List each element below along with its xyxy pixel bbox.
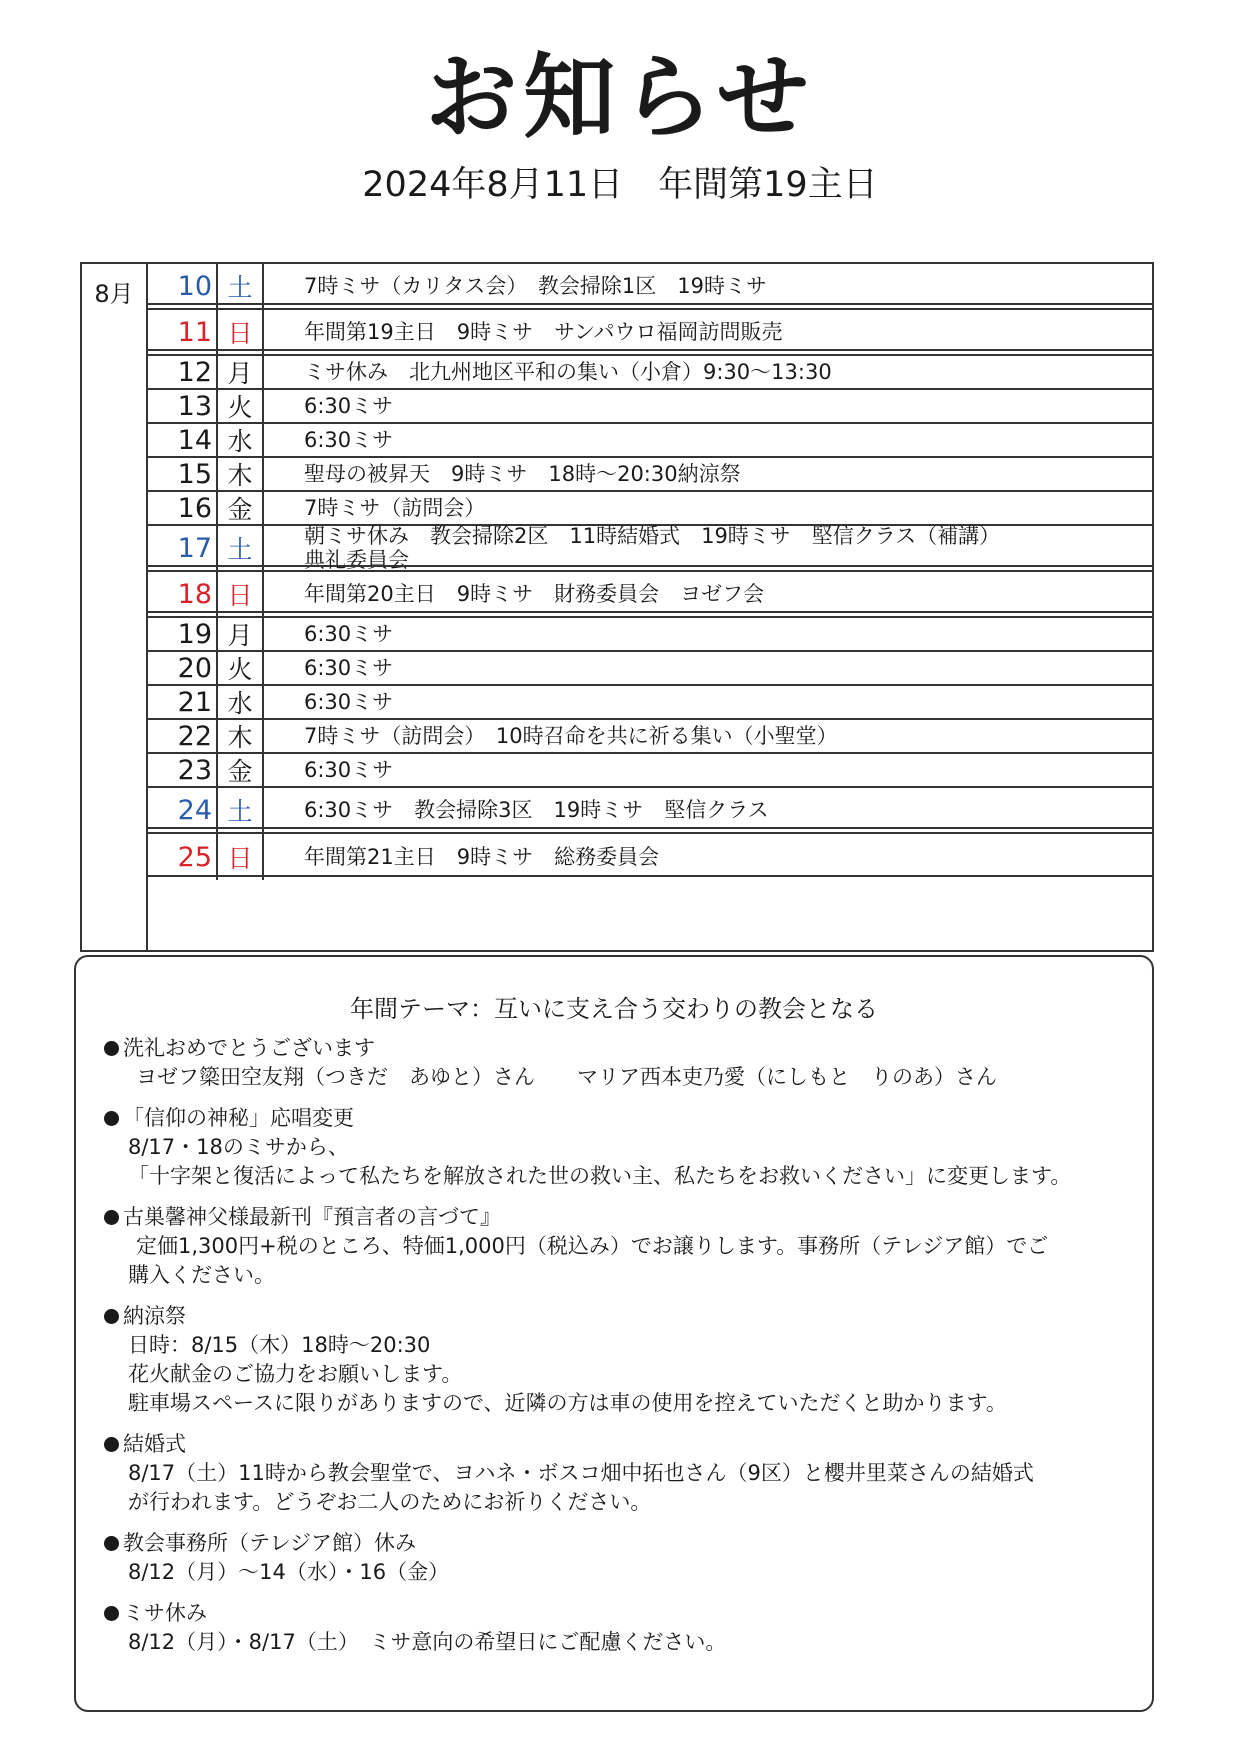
notice-line: 日時：8/15（木）18時～20:30 bbox=[128, 1333, 431, 1357]
day-events: 6:30ミサ bbox=[304, 689, 394, 714]
notice-section bbox=[106, 1034, 1136, 1092]
notice-line: 駐車場スペースに限りがありますので、近隣の方は車の使用を控えていただくと助かります。 bbox=[128, 1391, 1007, 1415]
bullet-icon bbox=[104, 1111, 119, 1126]
notice-box bbox=[74, 955, 1154, 1712]
day-events: 6:30ミサ 教会掃除3区 19時ミサ 堅信クラス bbox=[304, 797, 769, 822]
notice-section bbox=[106, 1430, 1136, 1517]
schedule-row bbox=[148, 424, 1152, 458]
day-number: 10 bbox=[148, 264, 218, 308]
day-events: 朝ミサ休み 教会掃除2区 11時結婚式 19時ミサ 堅信クラス（補講） 典礼委員会 bbox=[304, 523, 1001, 572]
notice-line: 8/12（月）～14（水）・16（金） bbox=[128, 1560, 450, 1584]
day-number: 13 bbox=[148, 390, 218, 422]
notice-line: 定価1,300円+税のところ、特価1,000円（税込み）でお譲りします。事務所（テレジア館）でご bbox=[136, 1234, 1049, 1258]
notice-heading: 「信仰の神秘」応唱変更 bbox=[123, 1106, 354, 1130]
notice-heading: ミサ休み bbox=[123, 1601, 207, 1625]
day-events: 6:30ミサ bbox=[304, 427, 394, 452]
day-number: 11 bbox=[148, 310, 218, 354]
schedule-row bbox=[148, 390, 1152, 424]
day-of-week: 金 bbox=[218, 754, 264, 786]
day-events: 7時ミサ（訪問会） 10時召命を共に祈る集い（小聖堂） bbox=[304, 723, 838, 748]
day-number: 20 bbox=[148, 652, 218, 684]
day-events: 7時ミサ（訪問会） bbox=[304, 495, 486, 520]
day-number: 22 bbox=[148, 720, 218, 752]
day-of-week: 日 bbox=[218, 834, 264, 880]
bullet-icon bbox=[104, 1437, 119, 1452]
notice-heading-row bbox=[106, 1104, 1136, 1133]
day-number: 15 bbox=[148, 458, 218, 490]
schedule-row bbox=[148, 834, 1152, 880]
notice-line: 8/17（土）11時から教会聖堂で、ヨハネ・ボスコ畑中拓也さん（9区）と櫻井里菜さんの結婚式 bbox=[128, 1461, 1034, 1485]
day-of-week: 水 bbox=[218, 424, 264, 456]
schedule-row bbox=[148, 618, 1152, 652]
bullet-icon bbox=[104, 1210, 119, 1225]
day-events: 6:30ミサ bbox=[304, 621, 394, 646]
schedule-row bbox=[148, 458, 1152, 492]
notice-line: 8/17・18のミサから、 bbox=[128, 1135, 349, 1159]
day-number: 16 bbox=[148, 492, 218, 524]
day-events: 7時ミサ（カリタス会） 教会掃除1区 19時ミサ bbox=[304, 273, 767, 298]
page-title: お知らせ bbox=[425, 44, 815, 151]
day-number: 25 bbox=[148, 834, 218, 880]
day-events: 6:30ミサ bbox=[304, 757, 394, 782]
day-of-week: 月 bbox=[218, 618, 264, 650]
day-of-week: 金 bbox=[218, 492, 264, 524]
notice-line: 購入ください。 bbox=[128, 1263, 275, 1287]
schedule-row bbox=[148, 788, 1152, 834]
notice-heading-row bbox=[106, 1430, 1136, 1459]
notice-section bbox=[106, 1599, 1136, 1657]
schedule-row bbox=[148, 754, 1152, 788]
schedule-table bbox=[80, 262, 1154, 952]
day-of-week: 水 bbox=[218, 686, 264, 718]
notice-heading-row bbox=[106, 1302, 1136, 1331]
day-events: 6:30ミサ bbox=[304, 393, 394, 418]
notice-line: が行われます。どうぞお二人のためにお祈りください。 bbox=[128, 1490, 652, 1514]
notice-section bbox=[106, 1529, 1136, 1587]
bullet-icon bbox=[104, 1606, 119, 1621]
schedule-row bbox=[148, 686, 1152, 720]
day-of-week: 日 bbox=[218, 310, 264, 354]
notice-sections bbox=[106, 1034, 1136, 1669]
notice-heading: 古巣馨神父様最新刊『預言者の言づて』 bbox=[123, 1205, 501, 1229]
schedule-row bbox=[148, 652, 1152, 686]
day-events: 聖母の被昇天 9時ミサ 18時～20:30納涼祭 bbox=[304, 461, 741, 486]
day-number: 19 bbox=[148, 618, 218, 650]
day-of-week: 土 bbox=[218, 788, 264, 832]
notice-heading-row bbox=[106, 1203, 1136, 1232]
day-of-week: 木 bbox=[218, 720, 264, 752]
bullet-icon bbox=[104, 1041, 119, 1056]
schedule-row bbox=[148, 310, 1152, 356]
schedule-row bbox=[148, 492, 1152, 526]
notice-heading: 洗礼おめでとうございます bbox=[123, 1036, 375, 1060]
notice-heading: 教会事務所（テレジア館）休み bbox=[123, 1531, 417, 1555]
schedule-row bbox=[148, 572, 1152, 618]
notice-section bbox=[106, 1104, 1136, 1191]
day-number: 24 bbox=[148, 788, 218, 832]
day-events: 6:30ミサ bbox=[304, 655, 394, 680]
month-label: 8月 bbox=[82, 264, 148, 950]
annual-theme: 年間テーマ：互いに支え合う交わりの教会となる bbox=[350, 995, 878, 1023]
schedule-row bbox=[148, 523, 1152, 572]
notice-line: 花火献金のご協力をお願いします。 bbox=[128, 1362, 463, 1386]
notice-heading: 納涼祭 bbox=[123, 1304, 186, 1328]
day-number: 18 bbox=[148, 572, 218, 616]
notice-section bbox=[106, 1203, 1136, 1290]
day-of-week: 日 bbox=[218, 572, 264, 616]
day-events: 年間第20主日 9時ミサ 財務委員会 ヨゼフ会 bbox=[304, 581, 765, 606]
day-of-week: 月 bbox=[218, 356, 264, 388]
bullet-icon bbox=[104, 1536, 119, 1551]
notice-line: 8/12（月）・8/17（土） ミサ意向の希望日にご配慮ください。 bbox=[128, 1630, 727, 1654]
schedule-row bbox=[148, 720, 1152, 754]
day-number: 21 bbox=[148, 686, 218, 718]
day-of-week: 火 bbox=[218, 390, 264, 422]
day-events: 年間第19主日 9時ミサ サンパウロ福岡訪問販売 bbox=[304, 319, 783, 344]
day-number: 14 bbox=[148, 424, 218, 456]
day-of-week: 火 bbox=[218, 652, 264, 684]
notice-line: ヨゼフ簗田空友翔（つきだ あゆと）さん マリア西本吏乃愛（にしもと りのあ）さん bbox=[136, 1065, 997, 1089]
notice-heading-row bbox=[106, 1529, 1136, 1558]
notice-heading: 結婚式 bbox=[123, 1432, 186, 1456]
notice-heading-row bbox=[106, 1034, 1136, 1063]
day-of-week: 土 bbox=[218, 526, 264, 570]
day-of-week: 木 bbox=[218, 458, 264, 490]
schedule-row bbox=[148, 264, 1152, 310]
day-events: 年間第21主日 9時ミサ 総務委員会 bbox=[304, 844, 660, 869]
day-number: 12 bbox=[148, 356, 218, 388]
day-events: ミサ休み 北九州地区平和の集い（小倉）9:30～13:30 bbox=[304, 359, 832, 384]
notice-section bbox=[106, 1302, 1136, 1418]
schedule-row bbox=[148, 356, 1152, 390]
day-number: 17 bbox=[148, 526, 218, 570]
page-subtitle: 2024年8月11日 年間第19主日 bbox=[362, 165, 878, 205]
notice-heading-row bbox=[106, 1599, 1136, 1628]
day-number: 23 bbox=[148, 754, 218, 786]
notice-line: 「十字架と復活によって私たちを解放された世の救い主、私たちをお救いください」に変更します。 bbox=[128, 1164, 1072, 1188]
bullet-icon bbox=[104, 1309, 119, 1324]
day-of-week: 土 bbox=[218, 264, 264, 308]
